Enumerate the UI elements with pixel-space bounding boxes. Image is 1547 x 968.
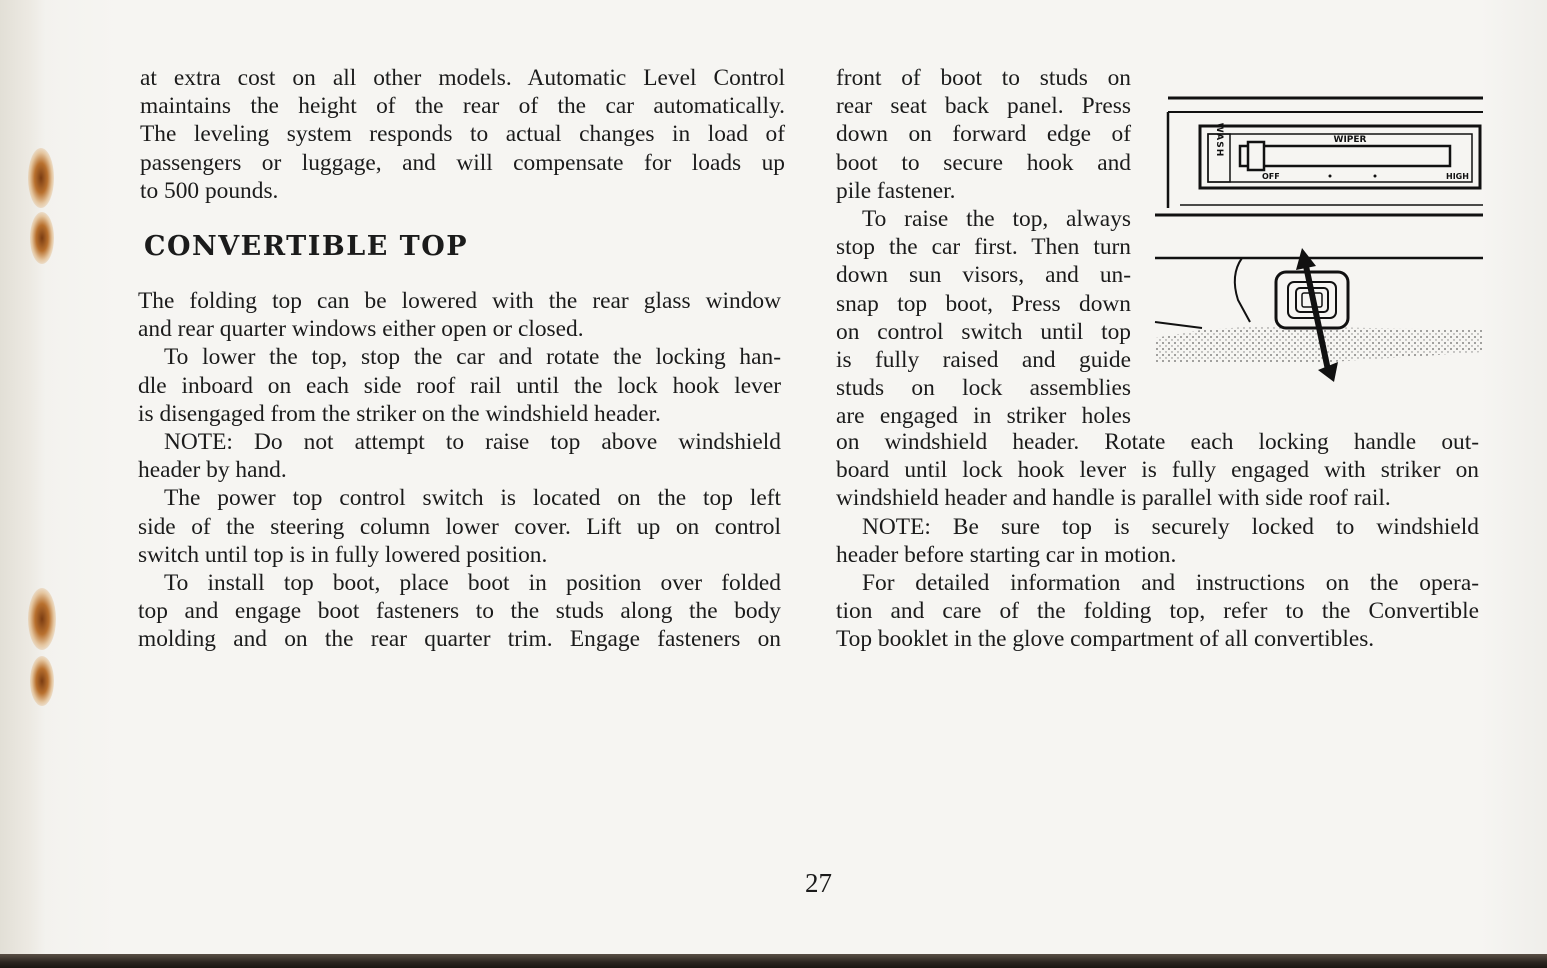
text-line: at extra cost on all other models. Automatic Level Control bbox=[140, 65, 785, 91]
binding-burn-mark bbox=[28, 588, 56, 650]
text-line: tion and care of the folding top, refer to the Convertible bbox=[836, 598, 1479, 625]
binding-burn-mark bbox=[30, 212, 54, 264]
off-label: OFF bbox=[1262, 172, 1280, 181]
text-line: NOTE: Do not attempt to raise top above windshield bbox=[164, 429, 781, 456]
text-line: To install top boot, place boot in position over folded bbox=[164, 570, 781, 597]
text-line: rear seat back panel. Press bbox=[836, 93, 1131, 120]
high-label: HIGH bbox=[1446, 172, 1469, 181]
text-line: Top booklet in the glove compartment of all convertibles. bbox=[836, 626, 1375, 653]
text-line: The folding top can be lowered with the rear glass window bbox=[138, 288, 781, 314]
text-line: on control switch until top bbox=[836, 318, 1131, 345]
text-line: down sun visors, and un- bbox=[836, 262, 1131, 289]
text-line: boot to secure hook and bbox=[836, 149, 1131, 176]
text-line: studs on lock assemblies bbox=[836, 375, 1131, 402]
switch-illustration bbox=[1150, 90, 1485, 390]
text-line: are engaged in striker holes bbox=[836, 403, 1131, 430]
right-column-wide bbox=[836, 428, 1479, 654]
right-column-narrow bbox=[836, 64, 1131, 431]
text-line: and rear quarter windows either open or closed. bbox=[138, 316, 584, 343]
text-line: dle inboard on each side roof rail until the lock hook lever bbox=[138, 372, 781, 399]
page-number: 27 bbox=[805, 868, 832, 898]
text-line: To lower the top, stop the car and rotate the locking han- bbox=[164, 344, 781, 371]
text-line: header by hand. bbox=[138, 457, 287, 484]
text-line: down on forward edge of bbox=[836, 121, 1131, 148]
text-line: To raise the top, always bbox=[862, 206, 1131, 233]
page-bottom-edge bbox=[0, 954, 1547, 968]
text-line: board until lock hook lever is fully engaged with striker on bbox=[836, 457, 1479, 484]
wash-label: WASH bbox=[1214, 122, 1224, 158]
text-line: is disengaged from the striker on the windshield header. bbox=[138, 400, 661, 427]
text-line: windshield header and handle is parallel with side roof rail. bbox=[836, 485, 1391, 512]
text-line: stop the car first. Then turn bbox=[836, 234, 1131, 261]
binding-shadow bbox=[0, 0, 46, 968]
text-line: to 500 pounds. bbox=[140, 177, 279, 204]
text-line: side of the steering column lower cover. Lift up on control bbox=[138, 513, 781, 540]
wiper-slider-knob bbox=[1248, 142, 1264, 170]
text-line: switch until top is in fully lowered position. bbox=[138, 541, 548, 568]
text-line: The leveling system responds to actual changes in load of bbox=[140, 121, 785, 148]
text-line: molding and on the rear quarter trim. Engage fasteners on bbox=[138, 626, 781, 653]
text-line: pile fastener. bbox=[836, 177, 956, 204]
text-line: snap top boot, Press down bbox=[836, 290, 1131, 317]
wiper-label: WIPER bbox=[1333, 135, 1367, 145]
text-line: is fully raised and guide bbox=[836, 347, 1131, 374]
binding-burn-mark bbox=[30, 656, 54, 706]
text-line: The power top control switch is located on the top left bbox=[164, 485, 781, 512]
text-line: For detailed information and instructions on the opera- bbox=[862, 570, 1479, 597]
section-heading: CONVERTIBLE TOP bbox=[144, 231, 469, 262]
text-line: passengers or luggage, and will compensate for loads up bbox=[140, 149, 785, 176]
left-column-intro bbox=[140, 64, 785, 205]
binding-burn-mark bbox=[28, 148, 54, 208]
wiper-slider-track bbox=[1240, 146, 1450, 166]
text-line: header before starting car in motion. bbox=[836, 541, 1177, 568]
text-line: top and engage boot fasteners to the studs along the body bbox=[138, 598, 781, 625]
text-line: on windshield header. Rotate each locking handle out- bbox=[836, 429, 1479, 455]
left-column-body bbox=[138, 287, 781, 654]
text-line: front of boot to studs on bbox=[836, 65, 1131, 91]
text-line: maintains the height of the rear of the car automatically. bbox=[140, 93, 785, 120]
text-line: NOTE: Be sure top is securely locked to windshield bbox=[862, 513, 1479, 540]
